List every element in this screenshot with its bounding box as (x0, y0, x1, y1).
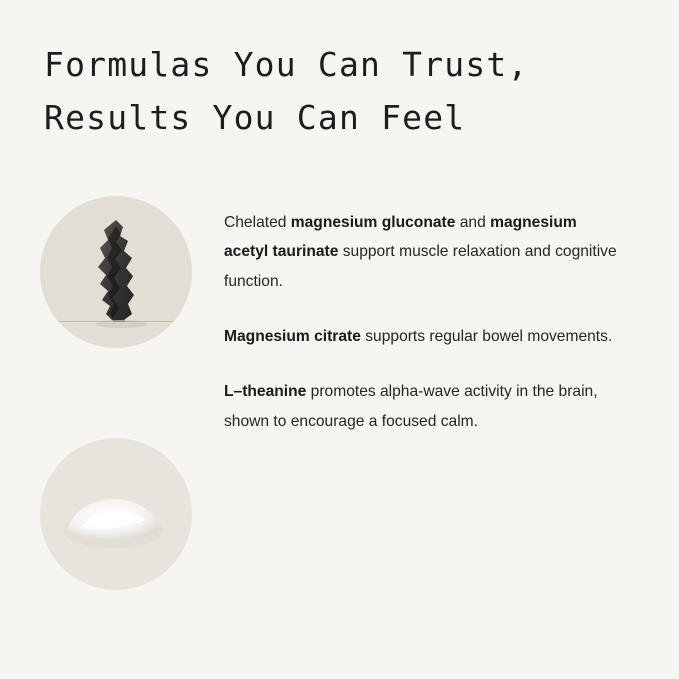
powder-icon (40, 438, 192, 590)
benefit-1-term-1: magnesium gluconate (290, 214, 456, 231)
benefit-3-text-1: promotes alpha-wave activity in the brain, shown to encourage a focused calm. (224, 383, 598, 430)
rock-illustration (40, 196, 192, 348)
benefit-1-text-3: support muscle relaxation and cognitive function. (224, 243, 617, 290)
benefit-2-term-1: Magnesium citrate (224, 327, 361, 345)
page-title-line-1: Formulas You Can Trust, (44, 45, 529, 84)
surface-line (40, 321, 192, 322)
benefit-1-text-2: and (455, 214, 491, 231)
benefit-paragraph-1 (224, 208, 624, 296)
benefit-1-text-1: Chelated (224, 214, 291, 231)
magnesium-mineral-rock-image (40, 196, 192, 348)
benefit-3-term-1: L–theanine (224, 383, 307, 401)
benefit-paragraph-2 (224, 322, 624, 351)
white-powder-pile-image (40, 438, 192, 590)
benefits-list (224, 208, 624, 436)
page-title-line-2: Results You Can Feel (44, 98, 466, 138)
benefit-2-text-1: supports regular bowel movements. (360, 327, 613, 345)
powder-illustration (40, 438, 192, 590)
rock-icon (40, 196, 192, 348)
benefit-1-term-2: magnesium acetyl taurinate (224, 214, 577, 261)
image-column (40, 196, 200, 590)
benefit-paragraph-3 (224, 377, 624, 436)
page-title (44, 38, 644, 145)
